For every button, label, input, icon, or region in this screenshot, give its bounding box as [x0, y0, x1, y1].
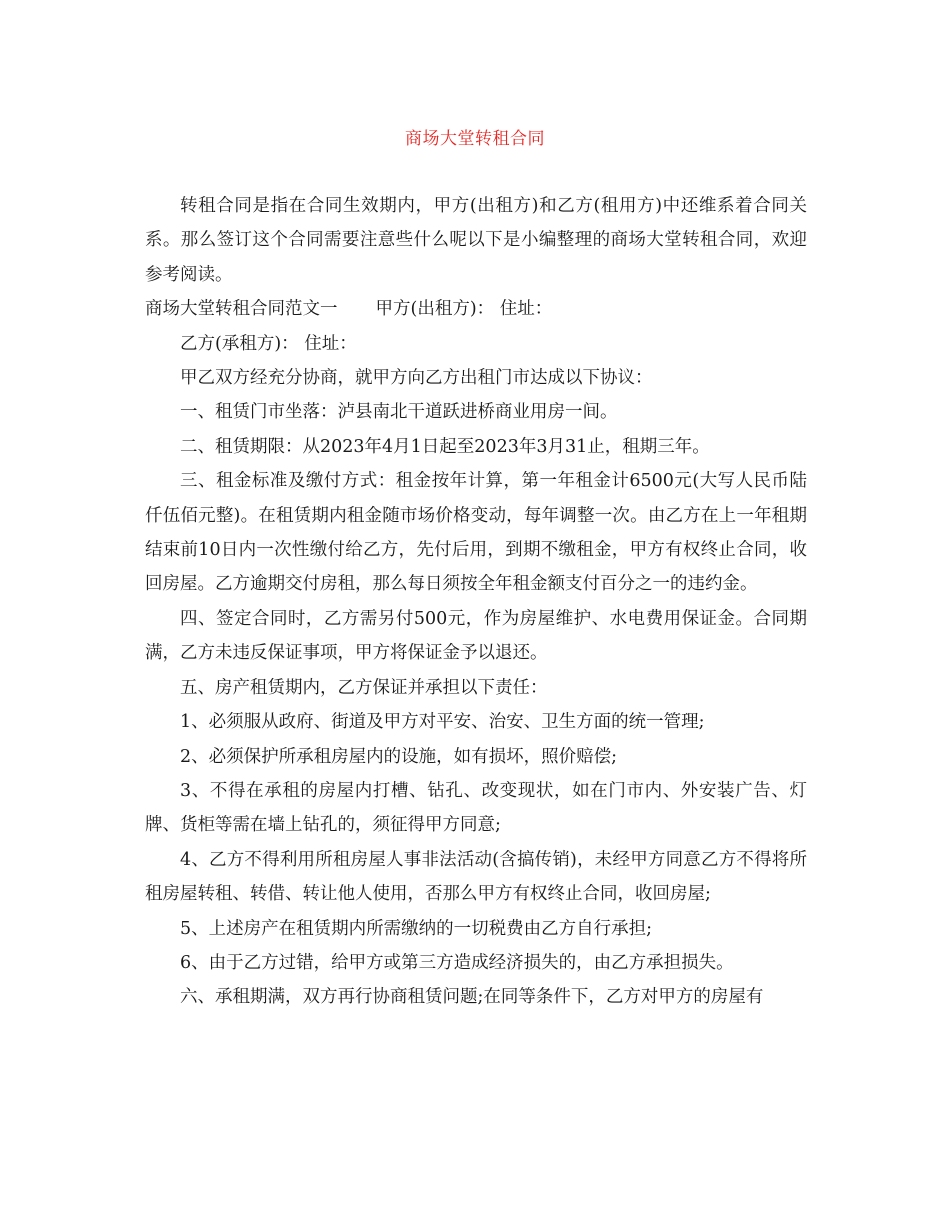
- clause-1: 一、租赁门市坐落：泸县南北干道跃进桥商业用房一间。: [180, 402, 618, 423]
- clause-5-item-3: 3、不得在承租的房屋内打槽、钻孔、改变现状，如在门市内、外安装广告、灯牌、货柜等需在墙上钻孔的，须征得甲方同意;: [145, 780, 807, 836]
- clause-2: 二、租赁期限：从2023年4月1日起至2023年3月31止，租期三年。: [180, 436, 710, 457]
- party-a-line: 甲方(出租方)： 住址：: [375, 299, 553, 320]
- sample-heading: 商场大堂转租合同范文一: [145, 299, 338, 320]
- party-b-line: 乙方(承租方)： 住址：: [180, 333, 357, 354]
- clause-3: 三、租金标准及缴付方式：租金按年计算，第一年租金计6500元(大写人民币陆仟伍佰元整)。在租赁期内租金随市场价格变动，每年调整一次。由乙方在上一年租期结束前10日内一次性缴付给乙方，先付后用，到期不缴租金，甲方有权终止合同，收回房屋。乙方逾期交付房租，那么每日须按全年租金额支付百分之一的违约金。: [145, 471, 807, 595]
- clause-5-item-2: 2、必须保护所承租房屋内的设施，如有损坏，照价赔偿;: [180, 746, 618, 767]
- document-title: 商场大堂转租合同: [405, 129, 545, 149]
- clause-6: 六、承租期满，双方再行协商租赁问题;在同等条件下，乙方对甲方的房屋有: [180, 987, 764, 1008]
- clause-5-item-6: 6、由于乙方过错，给甲方或第三方造成经济损失的，由乙方承担损失。: [180, 952, 734, 973]
- clause-5: 五、房产租赁期内，乙方保证并承担以下责任：: [180, 677, 548, 698]
- intro-paragraph: 转租合同是指在合同生效期内，甲方(出租方)和乙方(租用方)中还维系着合同关系。那么签订这个合同需要注意些什么呢以下是小编整理的商场大堂转租合同，欢迎参考阅读。: [145, 196, 807, 285]
- document-body: [145, 189, 807, 1015]
- agreement-intro: 甲乙双方经充分协商，就甲方向乙方出租门市达成以下协议：: [180, 368, 653, 389]
- sample-heading-line: [145, 292, 807, 326]
- clause-5-item-5: 5、上述房产在租赁期内所需缴纳的一切税费由乙方自行承担;: [180, 918, 653, 939]
- clause-4: 四、签定合同时，乙方需另付500元，作为房屋维护、水电费用保证金。合同期满，乙方未违反保证事项，甲方将保证金予以退还。: [145, 608, 807, 664]
- clause-5-item-1: 1、必须服从政府、街道及甲方对平安、治安、卫生方面的统一管理;: [180, 712, 705, 733]
- clause-5-item-4: 4、乙方不得利用所租房屋人事非法活动(含搞传销)，未经甲方同意乙方不得将所租房屋转租、转借、转让他人使用，否那么甲方有权终止合同，收回房屋;: [145, 849, 807, 905]
